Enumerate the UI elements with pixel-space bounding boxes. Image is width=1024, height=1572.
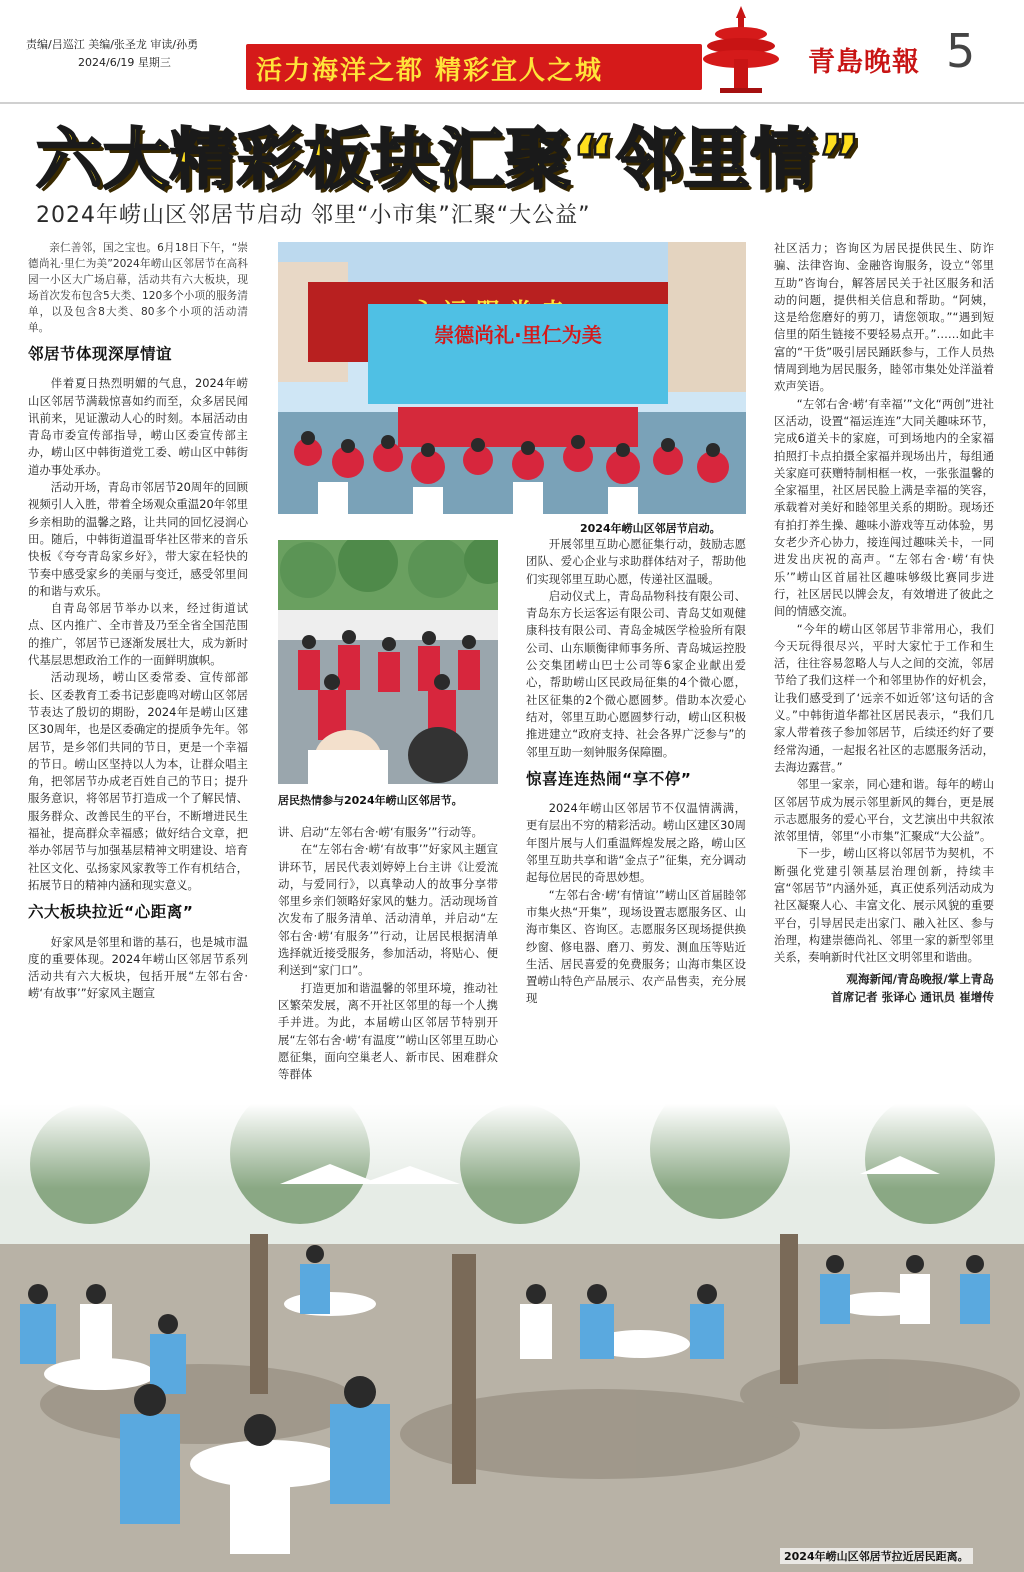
column-4 [774, 240, 994, 1006]
paragraph: 活动开场，青岛市邻居节20周年的回顾视频引人入胜，带着全场观众重温20年邻里乡亲相助的温馨之路，让共同的回忆浸润心田。随后，中韩街道温哥华社区带来的音乐快板《夸夸青岛家乡好》，带大家在轻快的节奏中感受家乡的美丽与变迁，感受邻里间的和谐与欢乐。 [28, 480, 248, 598]
column-1 [28, 240, 248, 1003]
byline-reporters: 首席记者 张译心 通讯员 崔增传 [831, 990, 994, 1005]
paragraph: 活动现场，崂山区委常委、宣传部部长、区委教育工委书记彭鹿鸣对崂山区邻居节表达了殷切的期盼，2024年是崂山区建区30周年，也是区委确定的提质争先年。邻居节，是乡邻们共同的节日，更是一个幸福的节日。崂山区坚持以人为本，让群众唱主角，把邻居节办成老百姓自己的节日；提升服务意识，将邻居节打造成一个了解民情、服务群众、改善民生的平台，不断增进民生福祉，提高群众幸福感；做好结合文章，把举办邻居节与加强基层精神文明建设、培育社区文化、弘扬家风家教等工作有机结合，拓展节日的精神内涵和现实意义。 [28, 670, 248, 892]
page-header [0, 0, 1024, 104]
photo-caption: 2024年崂山区邻居节启动。 [580, 522, 721, 535]
headline: 六大精彩板块汇聚“邻里情” [36, 121, 862, 198]
paragraph: 开展邻里互助心愿征集行动，鼓励志愿团队、爱心企业与求助群体结对子，帮助他们实现邻里互助心愿，传递社区温暖。 [526, 537, 746, 586]
editor-credits: 责编/吕巡江 美编/张圣龙 审读/孙勇 [26, 38, 199, 51]
photo-caption: 居民热情参与2024年崂山区邻居节。 [278, 794, 463, 807]
paragraph: “左邻右舍·崂‘有幸福’”文化“两创”进社区活动，设置“福运连连”大同关趣味环节，完成6道关卡的家庭，可到场地内的全家福拍照打卡点拍摄全家福并现场出片，每组通关家庭可获赠特制相框一枚，一张张温馨的全家福里，社区居民脸上满是幸福的笑容，承载着对美好和睦邻里关系的期盼。现场还有拍打养生操、趣味小游戏等互动体验，男女老少齐心协力，接连闯过趣味关卡，一同进发出庆祝的高声。“左邻右舍·崂‘有快乐’”崂山区首届社区趣味够级比赛同步进行，社区居民以牌会友，有效增进了彼此之间的情感交流。 [774, 396, 994, 619]
column-3 [526, 536, 746, 1008]
paragraph: 下一步，崂山区将以邻居节为契机，不断强化党建引领基层治理创新，持续丰富“邻居节”内涵外延，真正使系列活动成为社区凝聚人心、丰富文化、展示风貌的重要平台，引导居民走出家门、融入社区、参与治理，构建崇德尚礼、邻里一家的新型邻里关系，奏响新时代社区文明邻里和谐曲。 [774, 846, 994, 965]
column-2 [278, 824, 498, 1083]
issue-date: 2024/6/19 星期三 [78, 56, 171, 69]
photo-residents-dancing [278, 540, 498, 784]
tower-icon [700, 4, 782, 94]
photo-caption: 2024年崂山区邻居节拉近居民距离。 [780, 1548, 973, 1564]
section-heading: 六大板块拉近“心距离” [28, 903, 194, 922]
paragraph: 好家风是邻里和谐的基石，也是城市温度的重要体现。2024年崂山区邻居节系列活动共有六大板块，包括开展“左邻右舍·崂‘有故事’”好家风主题宣 [28, 934, 248, 1001]
header-divider [0, 102, 1024, 104]
paragraph: “左邻右舍·崂‘有情谊’”崂山区首届睦邻市集火热“开集”，现场设置志愿服务区、山海市集区、咨询区。志愿服务区现场提供换纱窗、修电器、磨刀、剪发、测血压等贴近生活、居民喜爱的免费服务；山海市集区设置崂山特色产品展示、农产品售卖，充分展现 [526, 887, 746, 1006]
paragraph: 2024年崂山区邻居节不仅温情满满，更有层出不穷的精彩活动。崂山区建区30周年图片展与人们重温辉煌发展之路，崂山区邻里互助共享和谐“金点子”征集，充分调动起每位居民的奇思妙想。 [526, 801, 746, 885]
slogan-text: 活力海洋之都 精彩宜人之城 [256, 56, 604, 86]
paragraph: 在“左邻右舍·崂‘有故事’”好家风主题宣讲环节，居民代表刘婷婷上台主讲《让爱流动，与爱同行》，以真挚动人的故事分享带邻里乡亲们领略好家风的魅力。活动现场首次发布了服务清单、活动清单，并启动“左邻右舍·崂‘有服务’”行动，让居民根据清单选择就近接受服务，参加活动，将贴心、便利送到“家门口”。 [278, 842, 498, 978]
paragraph: 自青岛邻居节举办以来，经过街道试点、区内推广、全市普及乃至全省全国范围的推广，邻居节已逐渐发展壮大，成为新时代基层思想政治工作的一面鲜明旗帜。 [28, 601, 248, 668]
byline-source: 观海新闻/青岛晚报/掌上青岛 [846, 972, 994, 987]
paragraph: 伴着夏日热烈明媚的气息，2024年崂山区邻居节满载惊喜如约而至，众多居民闻讯前来，见证激动人心的时刻。本届活动由青岛市委宣传部指导，崂山区委宣传部主办，崂山区中韩街道党工委、崂山区中韩街道办事处承办。 [28, 376, 248, 477]
paragraph: 启动仪式上，青岛品物科技有限公司、青岛东方长运客运有限公司、青岛艾如观健康科技有限公司、青岛金城医学检验所有限公司、山东顺衡律师事务所、青岛城运控股公交集团崂山巴士公司等6家企业献出爱心，帮助崂山区民政局征集的4个微心愿，社区征集的2个微心愿圆梦。借助本次爱心结对，邻里互助心愿圆梦行动，崂山区积极推进建立“政府支持、社会各界广泛参与”的邻里互助一刻钟服务保障圈。 [526, 588, 746, 759]
lead-paragraph: 亲仁善邻，国之宝也。6月18日下午，“崇德尚礼·里仁为美”2024年崂山区邻居节在高科园一小区大广场启幕，活动共有六大板块，现场首次发布包含5大类、120多个小项的服务清单，以及包含8大类、80多个小项的活动清单。 [28, 242, 248, 334]
editor-meta [26, 36, 198, 72]
svg-text:崇德尚礼·里仁为美: 崇德尚礼·里仁为美 [434, 323, 602, 347]
page-number: 5 [946, 24, 976, 78]
section-heading: 惊喜连连热闹“享不停” [526, 769, 692, 788]
subheadline: 2024年崂山区邻居节启动 邻里“小市集”汇聚“大公益” [36, 203, 591, 228]
paragraph: “今年的崂山区邻居节非常用心，我们今天玩得很尽兴，平时大家忙于工作和生活，往往容易忽略人与人之间的交流，邻居节给了我们这样一个和邻里协作的好机会，让我们感受到了‘远亲不如近邻’这句话的含义。”中韩街道华都社区居民表示，“我们几家人带着孩子参加邻居节，后续还约好了要经常沟通，一起报名社区的志愿服务活动，去海边露营。” [774, 621, 994, 774]
paragraph: 讲、启动“左邻右舍·崂‘有服务’”行动等。 [278, 825, 483, 839]
newspaper-logo: 青島晚報 [808, 47, 920, 78]
photo-launch-ceremony [278, 242, 746, 514]
photo-card-game-tables [0, 1104, 1024, 1572]
slogan-banner [246, 44, 702, 90]
section-heading: 邻居节体现深厚情谊 [28, 345, 173, 363]
paragraph: 社区活力；咨询区为居民提供民生、防诈骗、法律咨询、金融咨询服务，设立“邻里互助”咨询台，解答居民关于社区服务和活动的问题，提供相关信息和帮助。“阿姨，这是给您磨好的剪刀，请您领取。”“遇到短信里的陌生链接不要轻易点开。”……如此丰富的“干货”吸引居民踊跃参与，工作人员热情周到地为居民服务，睦邻市集处处洋溢着欢声笑语。 [774, 241, 994, 394]
paragraph: 邻里一家亲，同心建和谐。每年的崂山区邻居节成为展示邻里新风的舞台，更是展示志愿服务的爱心平台，文艺演出中共叙浓浓邻里情，邻里“小市集”汇聚成“大公益”。 [774, 777, 994, 844]
paragraph: 打造更加和谐温馨的邻里环境，推动社区繁荣发展，离不开社区邻里的每一个人携手并进。为此，本届崂山区邻居节特别开展“左邻右舍·崂‘有温度’”崂山区邻里互助心愿征集，面向空巢老人、新市民、困难群众等群体 [278, 980, 498, 1082]
